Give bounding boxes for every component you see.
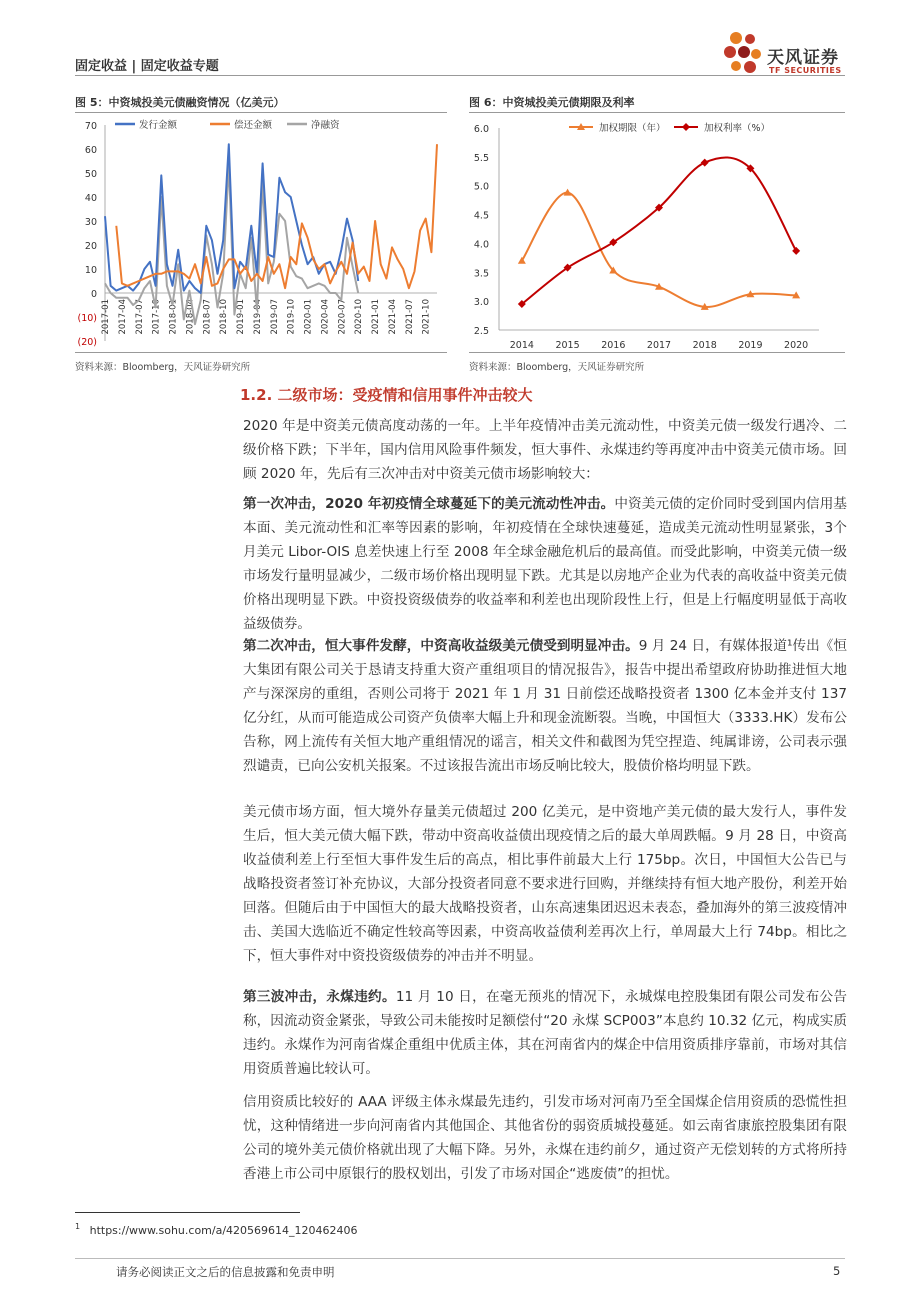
fig6-source: 资料来源：Bloomberg，天风证券研究所	[469, 362, 645, 373]
paragraph-6	[243, 1090, 847, 1186]
fig6-bottom-rule	[469, 352, 845, 353]
fig6-chart	[469, 113, 845, 350]
fig5-x-tick-label: 2019-07	[269, 299, 280, 335]
paragraph-1	[243, 414, 847, 486]
footnote-divider	[75, 1212, 300, 1213]
fig5-y-tick-label: 20	[84, 241, 97, 252]
fig5-x-tick-label: 2019-10	[286, 299, 297, 335]
fig5-y-tick-label: 50	[84, 169, 97, 180]
fig6-x-tick-label: 2015	[555, 340, 580, 350]
logo-text: 天风证券	[767, 48, 839, 68]
fig5-x-tick-label: 2020-10	[354, 299, 365, 335]
fig5-y-tick-label: 10	[84, 265, 97, 276]
paragraph-6-text: 信用资质比较好的 AAA 评级主体永煤最先违约，引发市场对河南乃至全国煤企信用资质的恐慌性担忧，这种情绪进一步向河南省内其他国企、其他省份的弱资质城投蔓延。如云南省康旅控股集团有限公司的境外美元债价格就出现了大幅下降。另外，永煤在违约前夕，通过资产无偿划转的方式将所持香港上市公司中原银行的股权划出，引发了市场对国企“逃废债”的担忧。	[243, 1094, 847, 1182]
fig5-x-tick-label: 2019-04	[252, 299, 263, 335]
fig5-x-tick-label: 2021-07	[404, 299, 415, 335]
section-title: 1.2. 二级市场：受疫情和信用事件冲击较大	[240, 386, 533, 404]
fig6-title: 图 6：中资城投美元债期限及利率	[469, 96, 635, 109]
fig5-x-tick-label: 2020-01	[303, 299, 314, 335]
fig5-x-tick-label: 2018-10	[219, 299, 230, 335]
fig6-x-tick-label: 2018	[692, 340, 717, 350]
fig5-x-tick-label: 2017-10	[151, 299, 162, 335]
fig6-x-tick-label: 2014	[509, 340, 534, 350]
fig5-x-tick-label: 2021-04	[387, 299, 398, 335]
fig6-legend-marker	[682, 123, 690, 131]
paragraph-3-text: 9 月 24 日，有媒体报道¹传出《恒大集团有限公司关于恳请支持重大资产重组项目的情况报告》，报告中提出希望政府协助推进恒大地产与深深房的重组，否则公司将于 2021 年 1 月 31 日前偿还战略投资者 1300 亿本金并支付 137 亿分红，从而可能造成公司资产负债率大幅上升和现金流断裂。当晚，中国恒大（3333.HK）发布公告称，网上流传有关恒大地产重组情况的谣言，相关文件和截图为凭空捏造、纯属诽谤，公司表示强烈谴责，已向公安机关报案。不过该报告流出市场反响比较大，股债价格均明显下跌。	[243, 638, 848, 774]
fig5-x-tick-label: 2018-04	[185, 299, 196, 335]
fig6-y-tick-label: 4.0	[473, 239, 489, 251]
fig5-y-tick-label: 40	[84, 193, 97, 204]
paragraph-3	[243, 634, 847, 778]
fig6-y-tick-label: 6.0	[473, 124, 489, 135]
fig5-y-tick-label: 0	[90, 289, 97, 300]
fig6-x-tick-label: 2017	[646, 340, 672, 350]
logo-subtitle: TF SECURITIES	[769, 66, 842, 75]
fig6-y-tick-label: 2.5	[473, 326, 489, 337]
fig5-y-tick-label: 60	[84, 145, 97, 156]
paragraph-1-text: 2020 年是中资美元债高度动荡的一年。上半年疫情冲击美元流动性，中资美元债一级发行遇冷、二级价格下跌；下半年，国内信用风险事件频发，恒大事件、永煤违约等再度冲击中资美元债市场。回顾 2020 年，先后有三次冲击对中资美元债市场影响较大：	[243, 418, 847, 482]
fig5-x-tick-label: 2018-07	[202, 299, 213, 335]
logo-icon	[722, 30, 764, 76]
fig5-x-tick-label: 2017-07	[134, 299, 145, 335]
fig5-bottom-rule	[75, 352, 447, 353]
fig5-y-tick-label: (20)	[77, 337, 97, 348]
header-section: 固定收益 | 固定收益专题	[75, 59, 219, 74]
fig6-y-tick-label: 4.5	[473, 210, 489, 222]
footnote-link[interactable]: https://www.sohu.com/a/420569614_120462406	[89, 1223, 358, 1237]
paragraph-2-text: 中资美元债的定价同时受到国内信用基本面、美元流动性和汇率等因素的影响，年初疫情在全球快速蔓延，造成美元流动性明显紧张，3个月美元 Libor-OIS 息差快速上行至 2008 年全球金融危机后的最高值。而受此影响，中资美元债一级市场发行量明显减少，二级市场价格出现明显下跌。尤其是以房地产企业为代表的高收益中资美元债价格出现明显下跌。中资投资级债券的收益率和利差也出现阶段性上行，但是上行幅度明显低于高收益级债券。	[243, 496, 847, 632]
fig6-legend-label: 加权利率（%）	[704, 123, 771, 134]
fig5-series-issue	[105, 144, 358, 293]
fig5-x-tick-label: 2017-01	[101, 299, 111, 335]
fig6-point-rate	[792, 247, 800, 255]
fig6-x-tick-label: 2020	[784, 340, 809, 350]
page-number: 5	[833, 1264, 841, 1278]
fig5-y-tick-label: 30	[84, 217, 97, 228]
paragraph-2-lead: 第一次冲击，2020 年初疫情全球蔓延下的美元流动性冲击。	[243, 496, 615, 512]
fig6-legend-label: 加权期限（年）	[599, 123, 666, 134]
fig6-series-rate	[522, 157, 796, 304]
fig6-point-rate	[701, 159, 709, 167]
footer-disclaimer: 请务必阅读正文之后的信息披露和免责申明	[116, 1265, 335, 1279]
paragraph-5-text: 11 月 10 日，在毫无预兆的情况下，永城煤电控股集团有限公司发布公告称，因流动资金紧张，导致公司未能按时足额偿付“20 永煤 SCP003”本息约 10.32 亿元，构成实质违约。永煤作为河南省煤企重组中优质主体，其在河南省内的煤企中信用资质排序靠前，市场对其信用资质普遍比较认可。	[243, 989, 847, 1077]
header-divider	[75, 75, 845, 76]
fig5-x-tick-label: 2018-01	[168, 299, 179, 335]
footnote-mark: 1	[75, 1222, 81, 1231]
fig5-title: 图 5：中资城投美元债融资情况（亿美元）	[75, 96, 285, 109]
fig5-x-tick-label: 2020-07	[337, 299, 348, 335]
fig5-legend-label: 净融资	[311, 120, 340, 131]
fig5-legend-label: 偿还金额	[234, 120, 273, 131]
fig5-y-tick-label: (10)	[77, 313, 97, 324]
fig6-x-tick-label: 2016	[601, 340, 626, 350]
paragraph-3-lead: 第二次冲击，恒大事件发酵，中资高收益级美元债受到明显冲击。	[243, 638, 639, 654]
footnote	[75, 1222, 358, 1237]
fig5-x-tick-label: 2019-01	[236, 299, 247, 335]
fig5-source: 资料来源：Bloomberg，天风证券研究所	[75, 362, 251, 373]
fig6-y-tick-label: 5.5	[473, 152, 489, 164]
fig6-x-tick-label: 2019	[738, 340, 763, 350]
fig6-y-tick-label: 3.5	[473, 268, 489, 280]
footer-divider	[75, 1258, 845, 1259]
paragraph-4-text: 美元债市场方面，恒大境外存量美元债超过 200 亿美元，是中资地产美元债的最大发行人，事件发生后，恒大美元债大幅下跌，带动中资高收益债出现疫情之后的最大单周跌幅。9 月 28 日，中资高收益债利差上行至恒大事件发生后的高点，相比事件前最大上行 175bp。次日，中国恒大公告已与战略投资者签订补充协议，大部分投资者同意不要求进行回购，并继续持有恒大地产股份，利差开始回落。但随后由于中国恒大的最大战略投资者，山东高速集团迟迟未表态，叠加海外的第三波疫情冲击、美国大选临近不确定性较高等因素，中资高收益债利差再次上行，单周最大上行 74bp。相比之下，恒大事件对中资投资级债券的冲击并不明显。	[243, 804, 847, 964]
fig5-x-tick-label: 2021-01	[371, 299, 382, 335]
fig5-legend-label: 发行金额	[139, 120, 178, 131]
paragraph-4	[243, 800, 847, 968]
fig5-x-tick-label: 2017-04	[117, 299, 128, 335]
paragraph-5-lead: 第三波冲击，永煤违约。	[243, 989, 396, 1005]
paragraph-2	[243, 492, 847, 636]
fig5-x-tick-label: 2020-04	[320, 299, 331, 335]
fig5-x-tick-label: 2021-10	[421, 299, 432, 335]
paragraph-5	[243, 985, 847, 1081]
fig6-y-tick-label: 5.0	[473, 181, 489, 193]
fig5-chart	[75, 113, 447, 350]
fig5-y-tick-label: 70	[84, 121, 97, 132]
fig6-y-tick-label: 3.0	[473, 297, 489, 309]
